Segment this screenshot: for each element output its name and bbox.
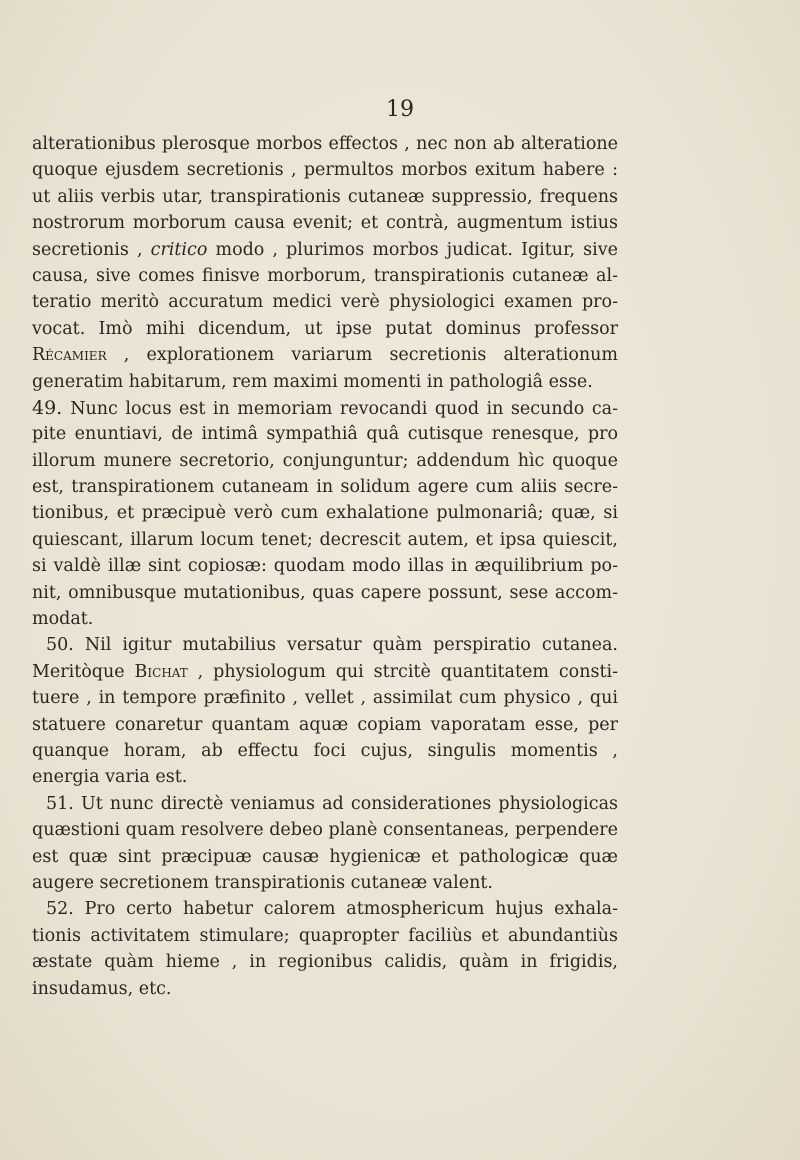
text-line xyxy=(32,870,618,896)
text-span: insudamus, etc. xyxy=(32,978,172,999)
text-line xyxy=(32,263,618,289)
text-span: generatim habitarum, rem maximi momenti in pathologiâ esse. xyxy=(32,371,593,392)
text-span: nostrorum morborum causa evenit; et contrà, augmentum istius xyxy=(32,213,618,234)
text-line xyxy=(32,184,618,210)
text-span: quæstioni quam resolvere debeo planè consentaneas, perpendere xyxy=(32,820,618,841)
text-span: critico xyxy=(150,239,208,260)
text-line xyxy=(32,421,618,447)
text-line xyxy=(32,237,618,263)
text-span: quoque ejusdem secretionis , permultos morbos exitum habere : xyxy=(32,160,618,181)
text-line xyxy=(32,817,618,843)
text-line xyxy=(32,606,618,632)
text-line xyxy=(32,976,618,1002)
text-span: quiescant, illarum locum tenet; decrescit autem, et ipsa quiescit, xyxy=(32,529,618,550)
text-span: pite enuntiavi, de intimâ sympathiâ quâ cutisque renesque, pro xyxy=(32,424,618,445)
text-line xyxy=(32,527,618,553)
text-span: Récamier xyxy=(32,345,107,366)
text-span: , explorationem variarum secretionis alterationum xyxy=(106,345,618,366)
text-line xyxy=(32,500,618,526)
text-span: vocat. Imò mihi dicendum, ut ipse putat dominus professor xyxy=(32,318,618,339)
text-span: energia varia est. xyxy=(32,767,188,788)
text-span: tionibus, et præcipuè verò cum exhalatione pulmonariâ; quæ, si xyxy=(32,503,618,524)
text-span: illorum munere secretorio, conjunguntur; addendum hìc quoque xyxy=(32,450,618,471)
text-span: Meritòque xyxy=(32,661,135,682)
text-line xyxy=(32,764,618,790)
text-line xyxy=(32,553,618,579)
text-span: Nunc locus est in memoriam revocandi quod in secundo ca- xyxy=(70,398,618,419)
text-span: est, transpirationem cutaneam in solidum agere cum aliis secre- xyxy=(32,477,618,498)
text-line xyxy=(32,844,618,870)
text-line xyxy=(32,949,618,975)
text-span: æstate quàm hieme , in regionibus calidis, quàm in frigidis, xyxy=(32,952,618,973)
text-line xyxy=(32,923,618,949)
text-span: augere secretionem transpirationis cutaneæ valent. xyxy=(32,872,493,893)
text-span: est quæ sint præcipuæ causæ hygienicæ et pathologicæ quæ xyxy=(32,846,618,867)
text-span: secretionis , xyxy=(32,239,151,260)
text-span: causa, sive comes finisve morborum, transpirationis cutaneæ al- xyxy=(32,265,618,286)
text-span: tuere , in tempore præfinito , vellet , assimilat cum physico , qui xyxy=(32,688,618,709)
text-span: , physiologum qui strcitè quantitatem consti- xyxy=(187,661,618,682)
text-line xyxy=(32,289,618,315)
text-line xyxy=(32,474,618,500)
text-span: quanque horam, ab effectu foci cujus, singulis momentis , xyxy=(32,740,618,761)
text-span: modat. xyxy=(32,609,94,630)
text-span: 50. Nil igitur mutabilius versatur quàm perspiratio cutanea. xyxy=(46,635,618,656)
text-line xyxy=(32,131,618,157)
text-span: si valdè illæ sint copiosæ: quodam modo illas in æquilibrium po- xyxy=(32,556,618,577)
body-text xyxy=(32,131,618,1002)
text-line xyxy=(32,395,618,421)
text-line xyxy=(32,448,618,474)
text-span: statuere conaretur quantam aquæ copiam vaporatam esse, per xyxy=(32,714,618,735)
text-line xyxy=(32,896,618,922)
text-line xyxy=(32,369,618,395)
text-line xyxy=(32,685,618,711)
text-span: nit, omnibusque mutationibus, quas capere possunt, sese accom- xyxy=(32,582,618,603)
text-line xyxy=(32,738,618,764)
text-span: alterationibus plerosque morbos effectos , nec non ab alteratione xyxy=(32,134,618,154)
text-line xyxy=(32,659,618,685)
page-number: 19 xyxy=(386,97,414,122)
text-line xyxy=(32,316,618,342)
text-span: 52. Pro certo habetur calorem atmosphericum hujus exhala- xyxy=(46,899,618,920)
text-span: Bichat xyxy=(134,661,188,682)
text-line xyxy=(32,342,618,368)
text-span: teratio meritò accuratum medici verè physiologici examen pro- xyxy=(32,292,618,313)
text-line xyxy=(32,632,618,658)
text-line xyxy=(32,157,618,183)
text-line xyxy=(32,210,618,236)
text-span: modo , plurimos morbos judicat. Igitur, sive xyxy=(207,239,618,260)
text-line xyxy=(32,712,618,738)
text-line xyxy=(32,580,618,606)
text-span: 49. xyxy=(32,396,71,419)
text-line xyxy=(32,791,618,817)
text-span: tionis activitatem stimulare; quapropter faciliùs et abundantiùs xyxy=(32,925,618,946)
text-span: 51. Ut nunc directè veniamus ad considerationes physiologicas xyxy=(46,793,618,814)
text-span: ut aliis verbis utar, transpirationis cutaneæ suppressio, frequens xyxy=(32,186,618,207)
